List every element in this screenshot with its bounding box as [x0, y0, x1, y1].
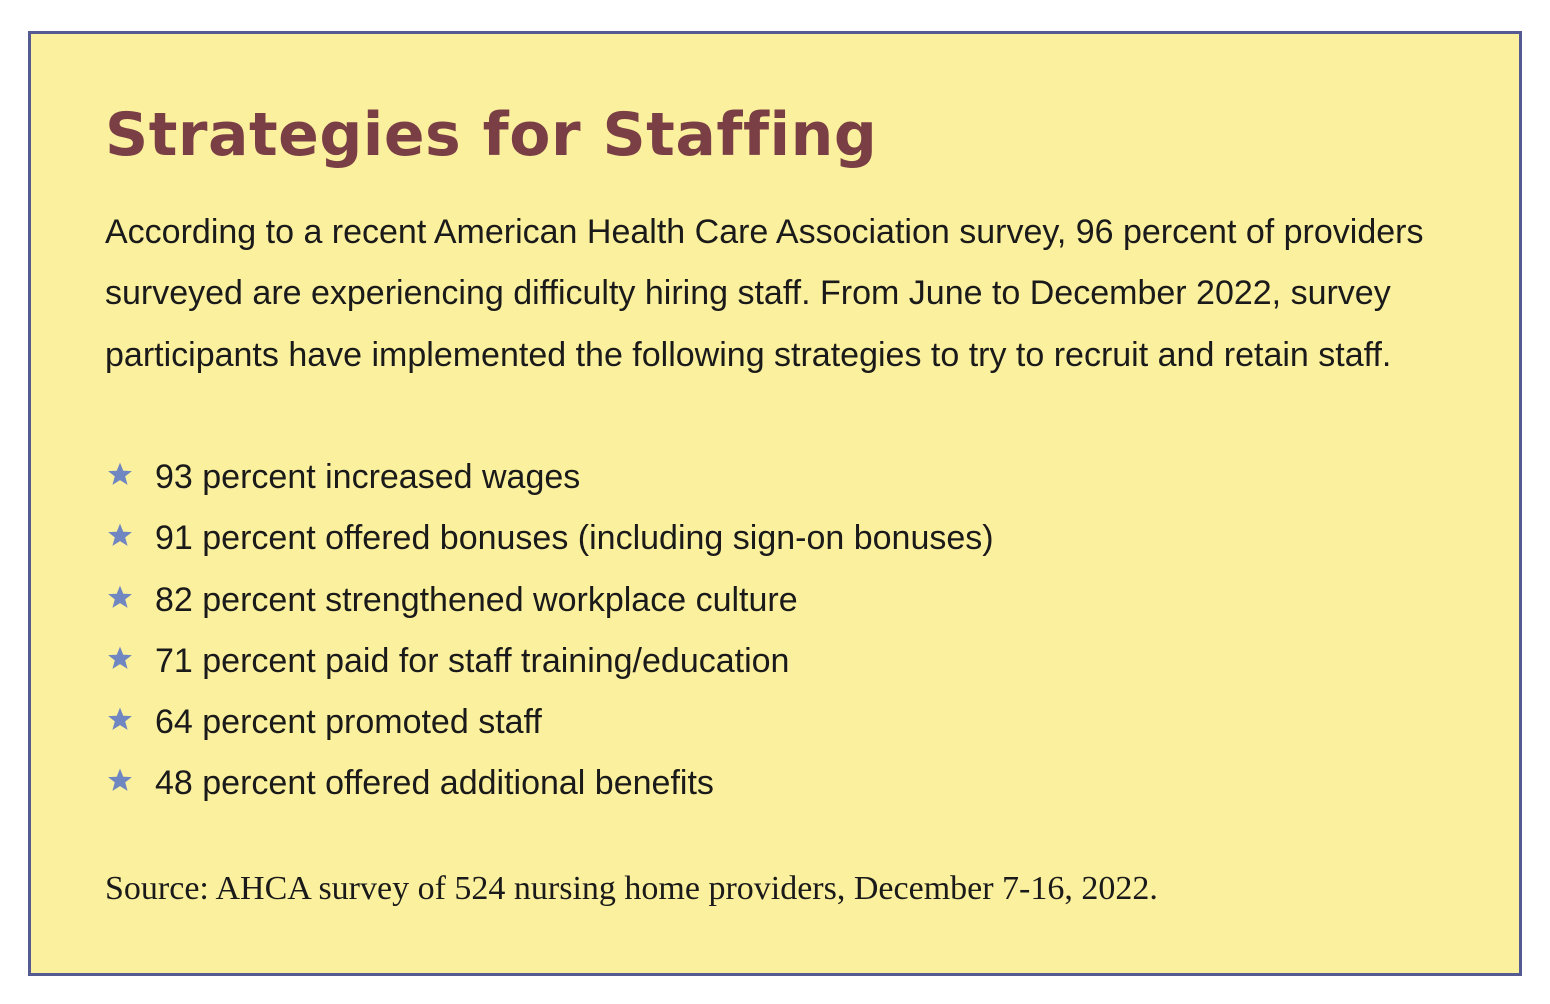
- list-item-text: 93 percent increased wages: [155, 458, 581, 496]
- list-item-text: 64 percent promoted staff: [155, 703, 542, 742]
- strategy-list: [105, 447, 994, 815]
- box-title: Strategies for Staffing: [105, 100, 878, 170]
- intro-paragraph: According to a recent American Health Care Association survey, 96 percent of providers surveyed are experiencing difficulty hiring staff. From June to December 2022, survey participants have implemented the following strategies to try to recruit and retain staff.: [105, 213, 1424, 374]
- list-item: [105, 447, 994, 508]
- list-item-text: 82 percent strengthened workplace culture: [155, 580, 798, 619]
- list-item: [105, 508, 994, 569]
- source-note: Source: AHCA survey of 524 nursing home providers, December 7-16, 2022.: [105, 870, 1158, 907]
- star-icon: [107, 522, 133, 548]
- list-item-text: 91 percent offered bonuses (including sign-on bonuses): [155, 519, 994, 558]
- list-item: [105, 753, 994, 814]
- star-icon: [107, 767, 133, 793]
- list-item: [105, 692, 994, 753]
- sidebar-box: [28, 31, 1522, 976]
- list-item-text: 71 percent paid for staff training/education: [155, 641, 790, 680]
- star-icon: [107, 645, 133, 671]
- star-icon: [107, 706, 133, 732]
- list-item: [105, 570, 994, 631]
- star-icon: [107, 461, 133, 487]
- list-item-text: 48 percent offered additional benefits: [155, 764, 714, 803]
- list-item: [105, 631, 994, 692]
- star-icon: [107, 584, 133, 610]
